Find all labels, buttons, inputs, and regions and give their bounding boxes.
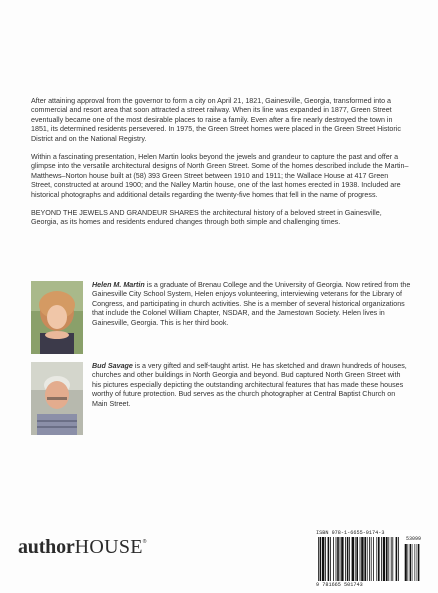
blurb-paragraph-3: BEYOND THE JEWELS AND GRANDEUR SHARES the architectural history of a beloved street in Gainesville, Georgia, as its homes and residents endured changes through both simple and challenging times. bbox=[31, 209, 382, 227]
barcode-bars bbox=[316, 537, 420, 583]
bud-bio-body: is a very gifted and self-taught artist. He has sketched and drawn hundreds of houses, churches and other buildings in North Georgia and beyond. Bud captured North Green Street with his pictures especially depicting the outstanding architectural features that has made these houses worthy of future protection. Bud serves as the church photographer at Central Baptist Church on Main Street. bbox=[92, 362, 407, 408]
addon-bar bbox=[415, 544, 416, 581]
barcode-bar bbox=[355, 537, 356, 581]
isbn-barcode bbox=[316, 530, 420, 590]
barcode-bar bbox=[360, 537, 361, 581]
barcode-bar bbox=[347, 537, 349, 581]
barcode-bar bbox=[349, 537, 350, 581]
ean-digits: 9 781665 501743 bbox=[316, 582, 363, 588]
helen-bio-text bbox=[92, 281, 411, 328]
barcode-bar bbox=[373, 537, 374, 581]
barcode-bar bbox=[367, 537, 368, 581]
author-bio-helen bbox=[31, 281, 411, 361]
barcode-bar bbox=[336, 537, 337, 581]
barcode-bar bbox=[337, 537, 339, 581]
addon-bar bbox=[410, 544, 411, 581]
barcode-bar bbox=[369, 537, 370, 581]
barcode-bar bbox=[398, 537, 399, 581]
addon-bar bbox=[408, 544, 409, 581]
barcode-bar bbox=[352, 537, 354, 581]
barcode-bar bbox=[371, 537, 372, 581]
price-addon-code: 53099 bbox=[406, 536, 422, 542]
blurb-paragraph-1: After attaining approval from the governor to form a city on April 21, 1821, Gainesville, Georgia, transformed into a commercial and resort area that soon attracted a street railway. When its line was expanded in 1877, Green Street eventually became one of the most desirable places to raise a family. Even after a fire nearly destroyed the town in 1851, its determined residents persevered. In 1975, the Green Street homes were placed in the Green Street Historic District and on the National Registry. bbox=[31, 97, 401, 143]
logo-registered-mark: ® bbox=[142, 539, 147, 545]
barcode-bar bbox=[330, 537, 331, 581]
barcode-bar bbox=[392, 537, 393, 581]
barcode-bar bbox=[333, 537, 334, 581]
author-bio-bud bbox=[31, 362, 411, 442]
bud-name: Bud Savage bbox=[92, 362, 133, 370]
helen-bio-body: is a graduate of Brenau College and the University of Georgia. Now retired from the Gainesville City School System, Helen enjoys volunteering, interviewing veterans for the Library of Congress, and participating in church activities. She is a member of several historical organizations that include the Colonel William Chapter, NSDAR, and the Jamestown Society. Helen lives in Gainesville, Georgia. This is her third book. bbox=[92, 281, 411, 327]
barcode-bar bbox=[388, 537, 389, 581]
barcode-bar bbox=[391, 537, 392, 581]
barcode-bar bbox=[325, 537, 326, 581]
barcode-bar bbox=[381, 537, 382, 581]
bud-photo bbox=[31, 362, 83, 435]
barcode-bar bbox=[364, 537, 366, 581]
barcode-bar bbox=[340, 537, 341, 581]
addon-bar bbox=[412, 544, 413, 581]
bud-bio-text bbox=[92, 362, 411, 409]
barcode-bar bbox=[322, 537, 324, 581]
barcode-bar bbox=[376, 537, 377, 581]
publisher-logo bbox=[18, 536, 146, 559]
barcode-bar bbox=[320, 537, 322, 581]
logo-house: HOUSE bbox=[74, 536, 143, 558]
book-blurb bbox=[31, 97, 411, 237]
addon-bar bbox=[417, 544, 418, 581]
barcode-bar bbox=[341, 537, 343, 581]
isbn-number: ISBN 978-1-6655-0174-3 bbox=[316, 530, 385, 536]
addon-bar bbox=[405, 544, 407, 581]
barcode-bar bbox=[345, 537, 346, 581]
barcode-bar bbox=[356, 537, 358, 581]
barcode-bar bbox=[361, 537, 363, 581]
helen-photo bbox=[31, 281, 83, 354]
blurb-paragraph-2: Within a fascinating presentation, Helen Martin looks beyond the jewels and grandeur to capture the past and offer a glimpse into the versatile architectural designs of North Green Street. Some of the homes described include the Martin–Matthews–Norton house built at (58) 393 Green Street between 1910 and 1911; the Wallace House at 417 Green Street, constructed at around 1900; and the Nalley Martin house, one of the last homes erected in 1938. Included are historical photographs and additional details regarding the twenty-five homes that fell in the name of progress. bbox=[31, 153, 409, 199]
barcode-bar bbox=[318, 537, 319, 581]
logo-author: author bbox=[18, 536, 75, 558]
barcode-bar bbox=[383, 537, 385, 581]
addon-bar bbox=[418, 544, 419, 581]
barcode-bar bbox=[328, 537, 330, 581]
barcode-bar bbox=[396, 537, 398, 581]
barcode-bar bbox=[378, 537, 380, 581]
barcode-bar bbox=[386, 537, 388, 581]
helen-name: Helen M. Martin bbox=[92, 281, 145, 289]
